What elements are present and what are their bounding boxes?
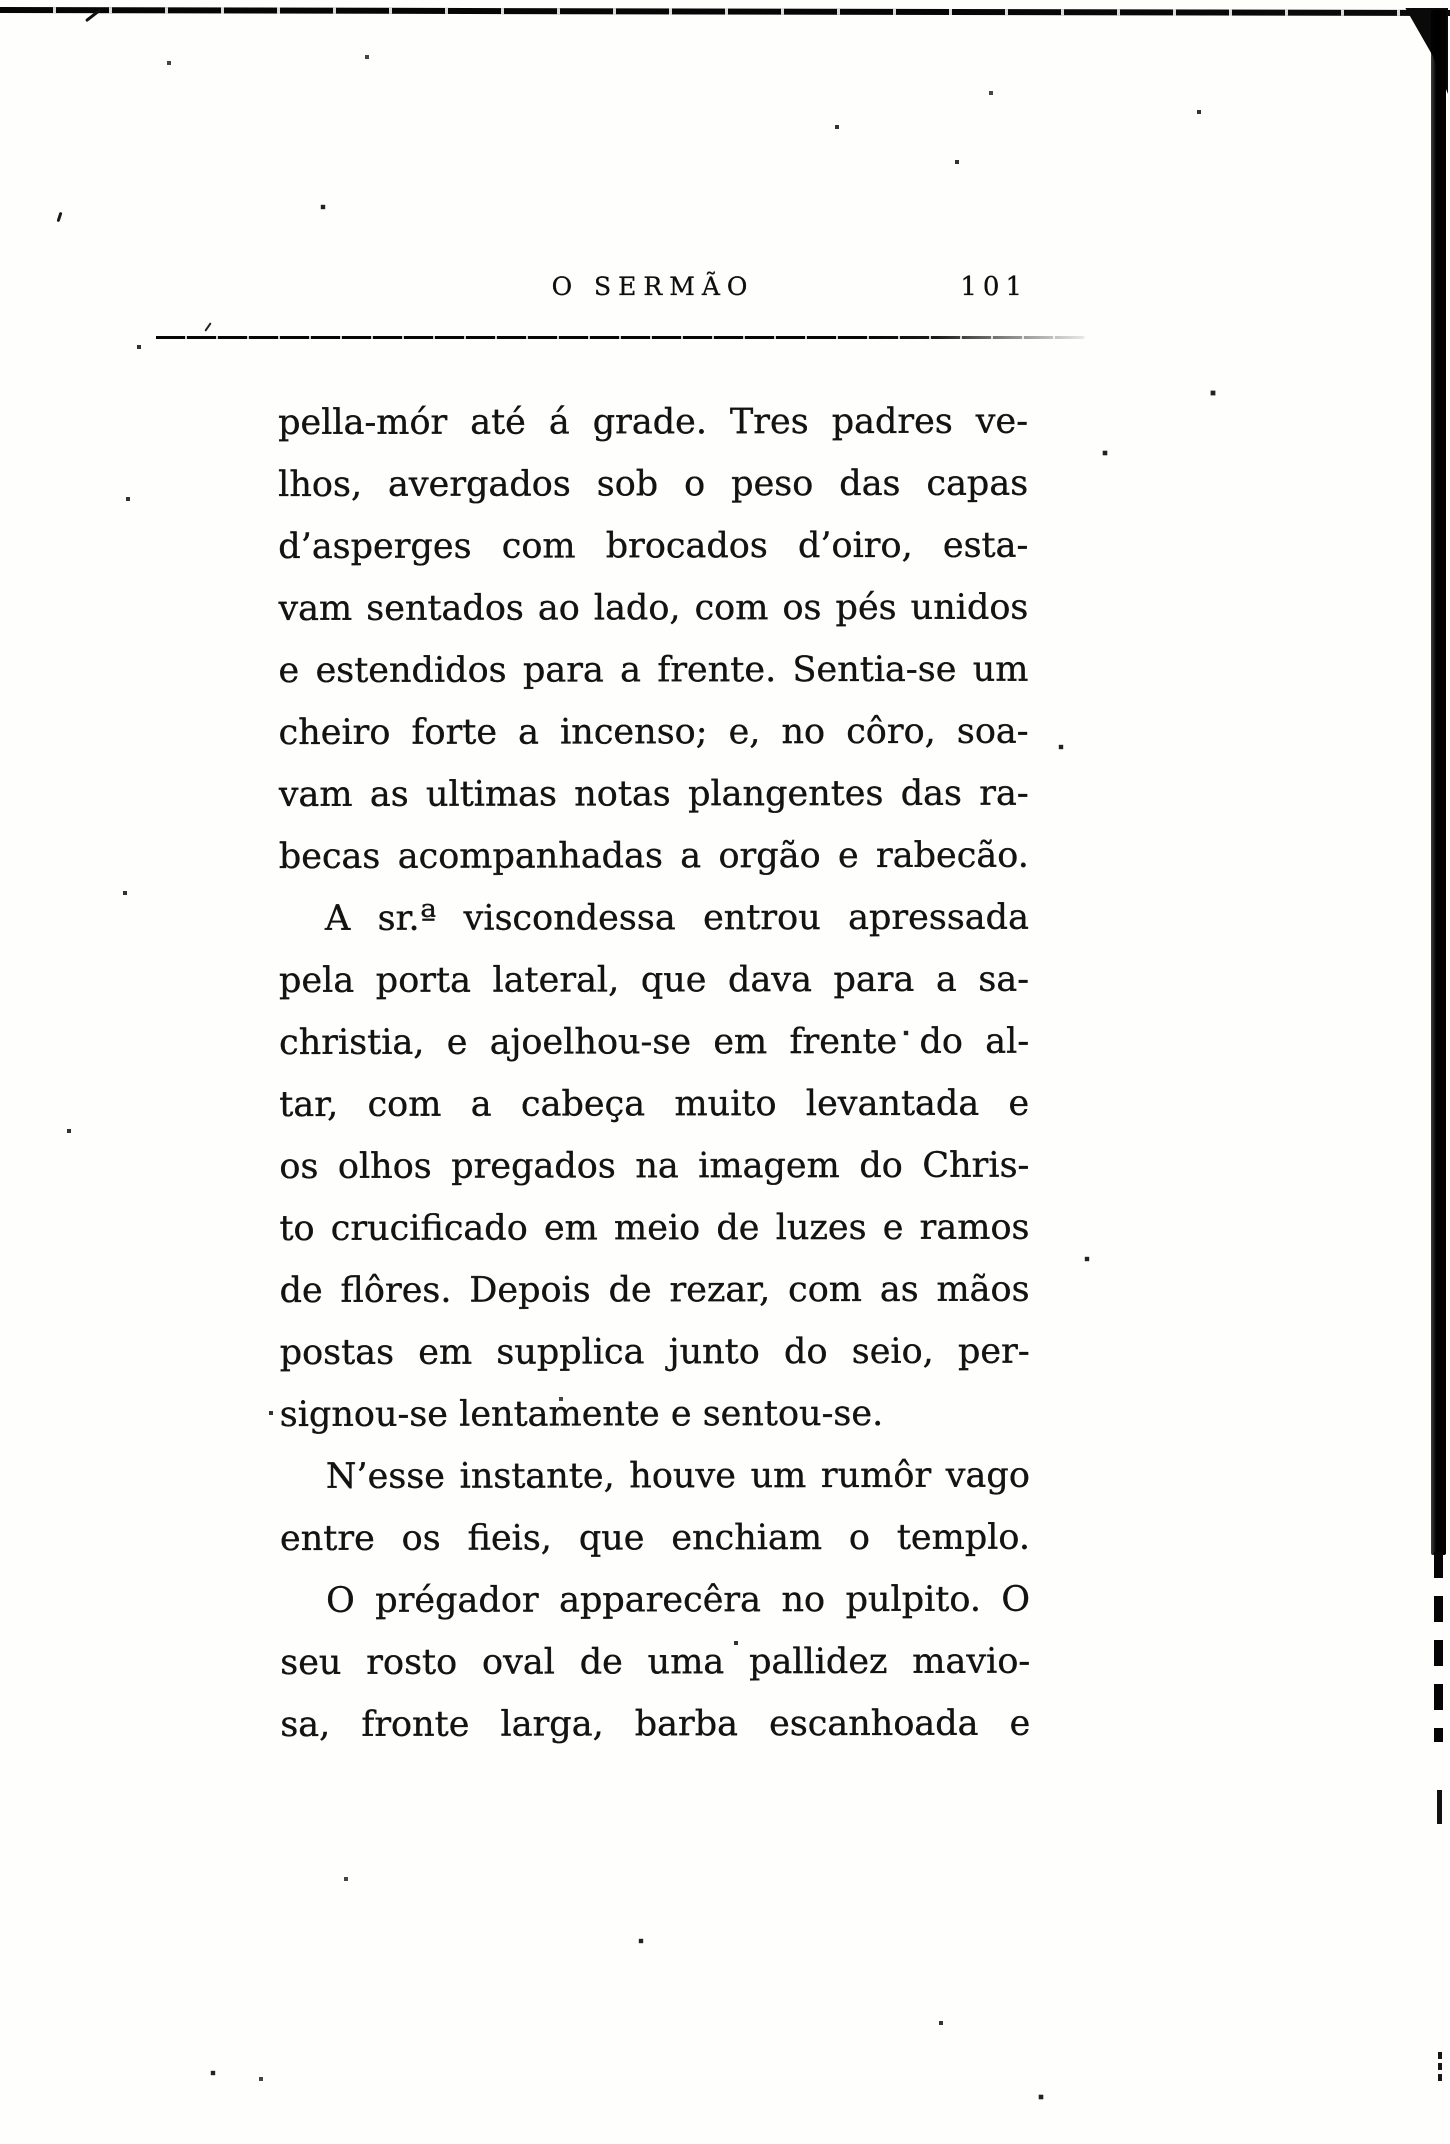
scan-speckles xyxy=(0,0,2,2)
text-line: e estendidos para a frente. Sentia-se um xyxy=(278,649,1029,691)
text-line: sa, fronte larga, barba escanhoada e xyxy=(280,1703,1031,1745)
running-head-title: O SERMÃO xyxy=(551,272,755,301)
header-rule xyxy=(156,336,1086,339)
text-line: signou-se lentamente e sentou-se. xyxy=(279,1393,884,1435)
text-line: de flôres. Depois de rezar, com as mãos xyxy=(279,1269,1030,1311)
paragraph xyxy=(278,391,1029,888)
scan-top-edge-line xyxy=(0,7,1450,16)
scan-mark xyxy=(57,212,63,222)
page-header xyxy=(278,272,1028,314)
text-line: pela porta lateral, que dava para a sa- xyxy=(278,959,1030,1001)
text-block xyxy=(278,391,1030,1756)
paragraph xyxy=(280,1569,1030,1756)
page-number: 101 xyxy=(960,272,1028,302)
text-line: entre os fieis, que enchiam o templo. xyxy=(279,1517,1031,1559)
text-line: N’esse instante, houve um rumôr vago xyxy=(325,1455,1030,1497)
paragraph xyxy=(279,887,1030,1446)
scan-gutter-dash xyxy=(1438,2052,1442,2082)
scan-gutter-dash xyxy=(1437,1790,1442,1824)
text-line: lhos, avergados sob o peso das capas xyxy=(278,463,1029,505)
text-line: vam as ultimas notas plangentes das ra- xyxy=(278,773,1029,815)
text-line: to crucificado em meio de luzes e ramos xyxy=(279,1207,1030,1249)
text-line: christia, e ajoelhou-se em frente do al- xyxy=(279,1021,1030,1063)
text-line: A sr.ª viscondessa entrou apressada xyxy=(324,897,1029,939)
text-line: O prégador apparecêra no pulpito. O xyxy=(326,1579,1031,1621)
paragraph xyxy=(280,1445,1030,1570)
text-line: seu rosto oval de uma pallidez mavio- xyxy=(280,1641,1031,1683)
text-line: vam sentados ao lado, com os pés unidos xyxy=(278,587,1029,629)
text-line: d’asperges com brocados d’oiro, esta- xyxy=(278,525,1029,567)
text-line: tar, com a cabeça muito levantada e xyxy=(279,1083,1030,1125)
text-line: os olhos pregados na imagem do Chris- xyxy=(279,1145,1030,1187)
text-line: postas em supplica junto do seio, per- xyxy=(279,1331,1030,1373)
text-line: cheiro forte a incenso; e, no côro, soa- xyxy=(278,711,1029,753)
text-line: pella-mór até á grade. Tres padres ve- xyxy=(278,401,1029,443)
text-line: becas acompanhadas a orgão e rabecão. xyxy=(278,835,1029,877)
scan-mark xyxy=(204,322,211,331)
scan-gutter-shadow-broken xyxy=(1434,1552,1443,1742)
scan-gutter-shadow xyxy=(1431,10,1446,1555)
